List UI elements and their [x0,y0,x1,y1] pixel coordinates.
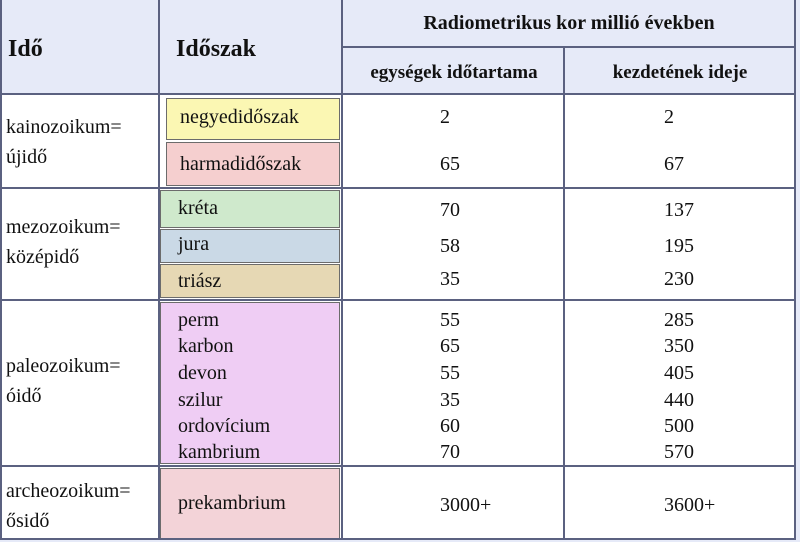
duration-value: 70 [440,441,460,463]
duration-value: 55 [440,362,460,384]
period-name: ordovícium [178,415,271,437]
header-duration: egységek időtartama [370,62,538,83]
duration-value: 35 [440,268,460,290]
header-period: Időszak [176,36,257,62]
start-value: 285 [664,309,694,331]
duration-value: 60 [440,415,460,437]
start-value: 500 [664,415,694,437]
period-name: negyedidőszak [180,106,299,128]
header-radiometric: Radiometrikus kor millió években [423,12,715,34]
period-name: triász [178,270,222,292]
era-archeozoic: archeozoikum= ősidő [6,480,131,532]
duration-value: 65 [440,335,460,357]
start-value: 350 [664,335,694,357]
start-value: 137 [664,199,694,221]
period-name: kréta [178,197,218,219]
duration-value: 35 [440,389,460,411]
period-name: szilur [178,389,223,411]
period-name: karbon [178,335,234,357]
start-value: 3600+ [664,494,716,516]
duration-value: 70 [440,199,460,221]
era-mesozoic: mezozoikum= középidő [6,216,121,268]
period-name: kambrium [178,441,261,463]
start-value: 230 [664,268,694,290]
start-value: 67 [664,153,684,175]
header-time: Idő [8,36,43,62]
period-name: jura [178,233,210,255]
start-value: 405 [664,362,694,384]
start-value: 440 [664,389,694,411]
start-value: 2 [664,106,674,128]
header-start: kezdetének ideje [612,62,748,83]
duration-value: 3000+ [440,494,492,516]
era-paleozoic: paleozoikum= óidő [6,355,121,407]
era-cenozoic: kainozoikum= újidő [6,116,122,168]
period-name: prekambrium [178,492,286,514]
duration-value: 58 [440,235,460,257]
period-name: harmadidőszak [180,153,302,175]
duration-value: 55 [440,309,460,331]
start-value: 195 [664,235,694,257]
period-name: perm [178,309,220,331]
start-value: 570 [664,441,694,463]
duration-value: 2 [440,106,450,128]
duration-value: 65 [440,153,460,175]
period-name: devon [178,362,227,384]
